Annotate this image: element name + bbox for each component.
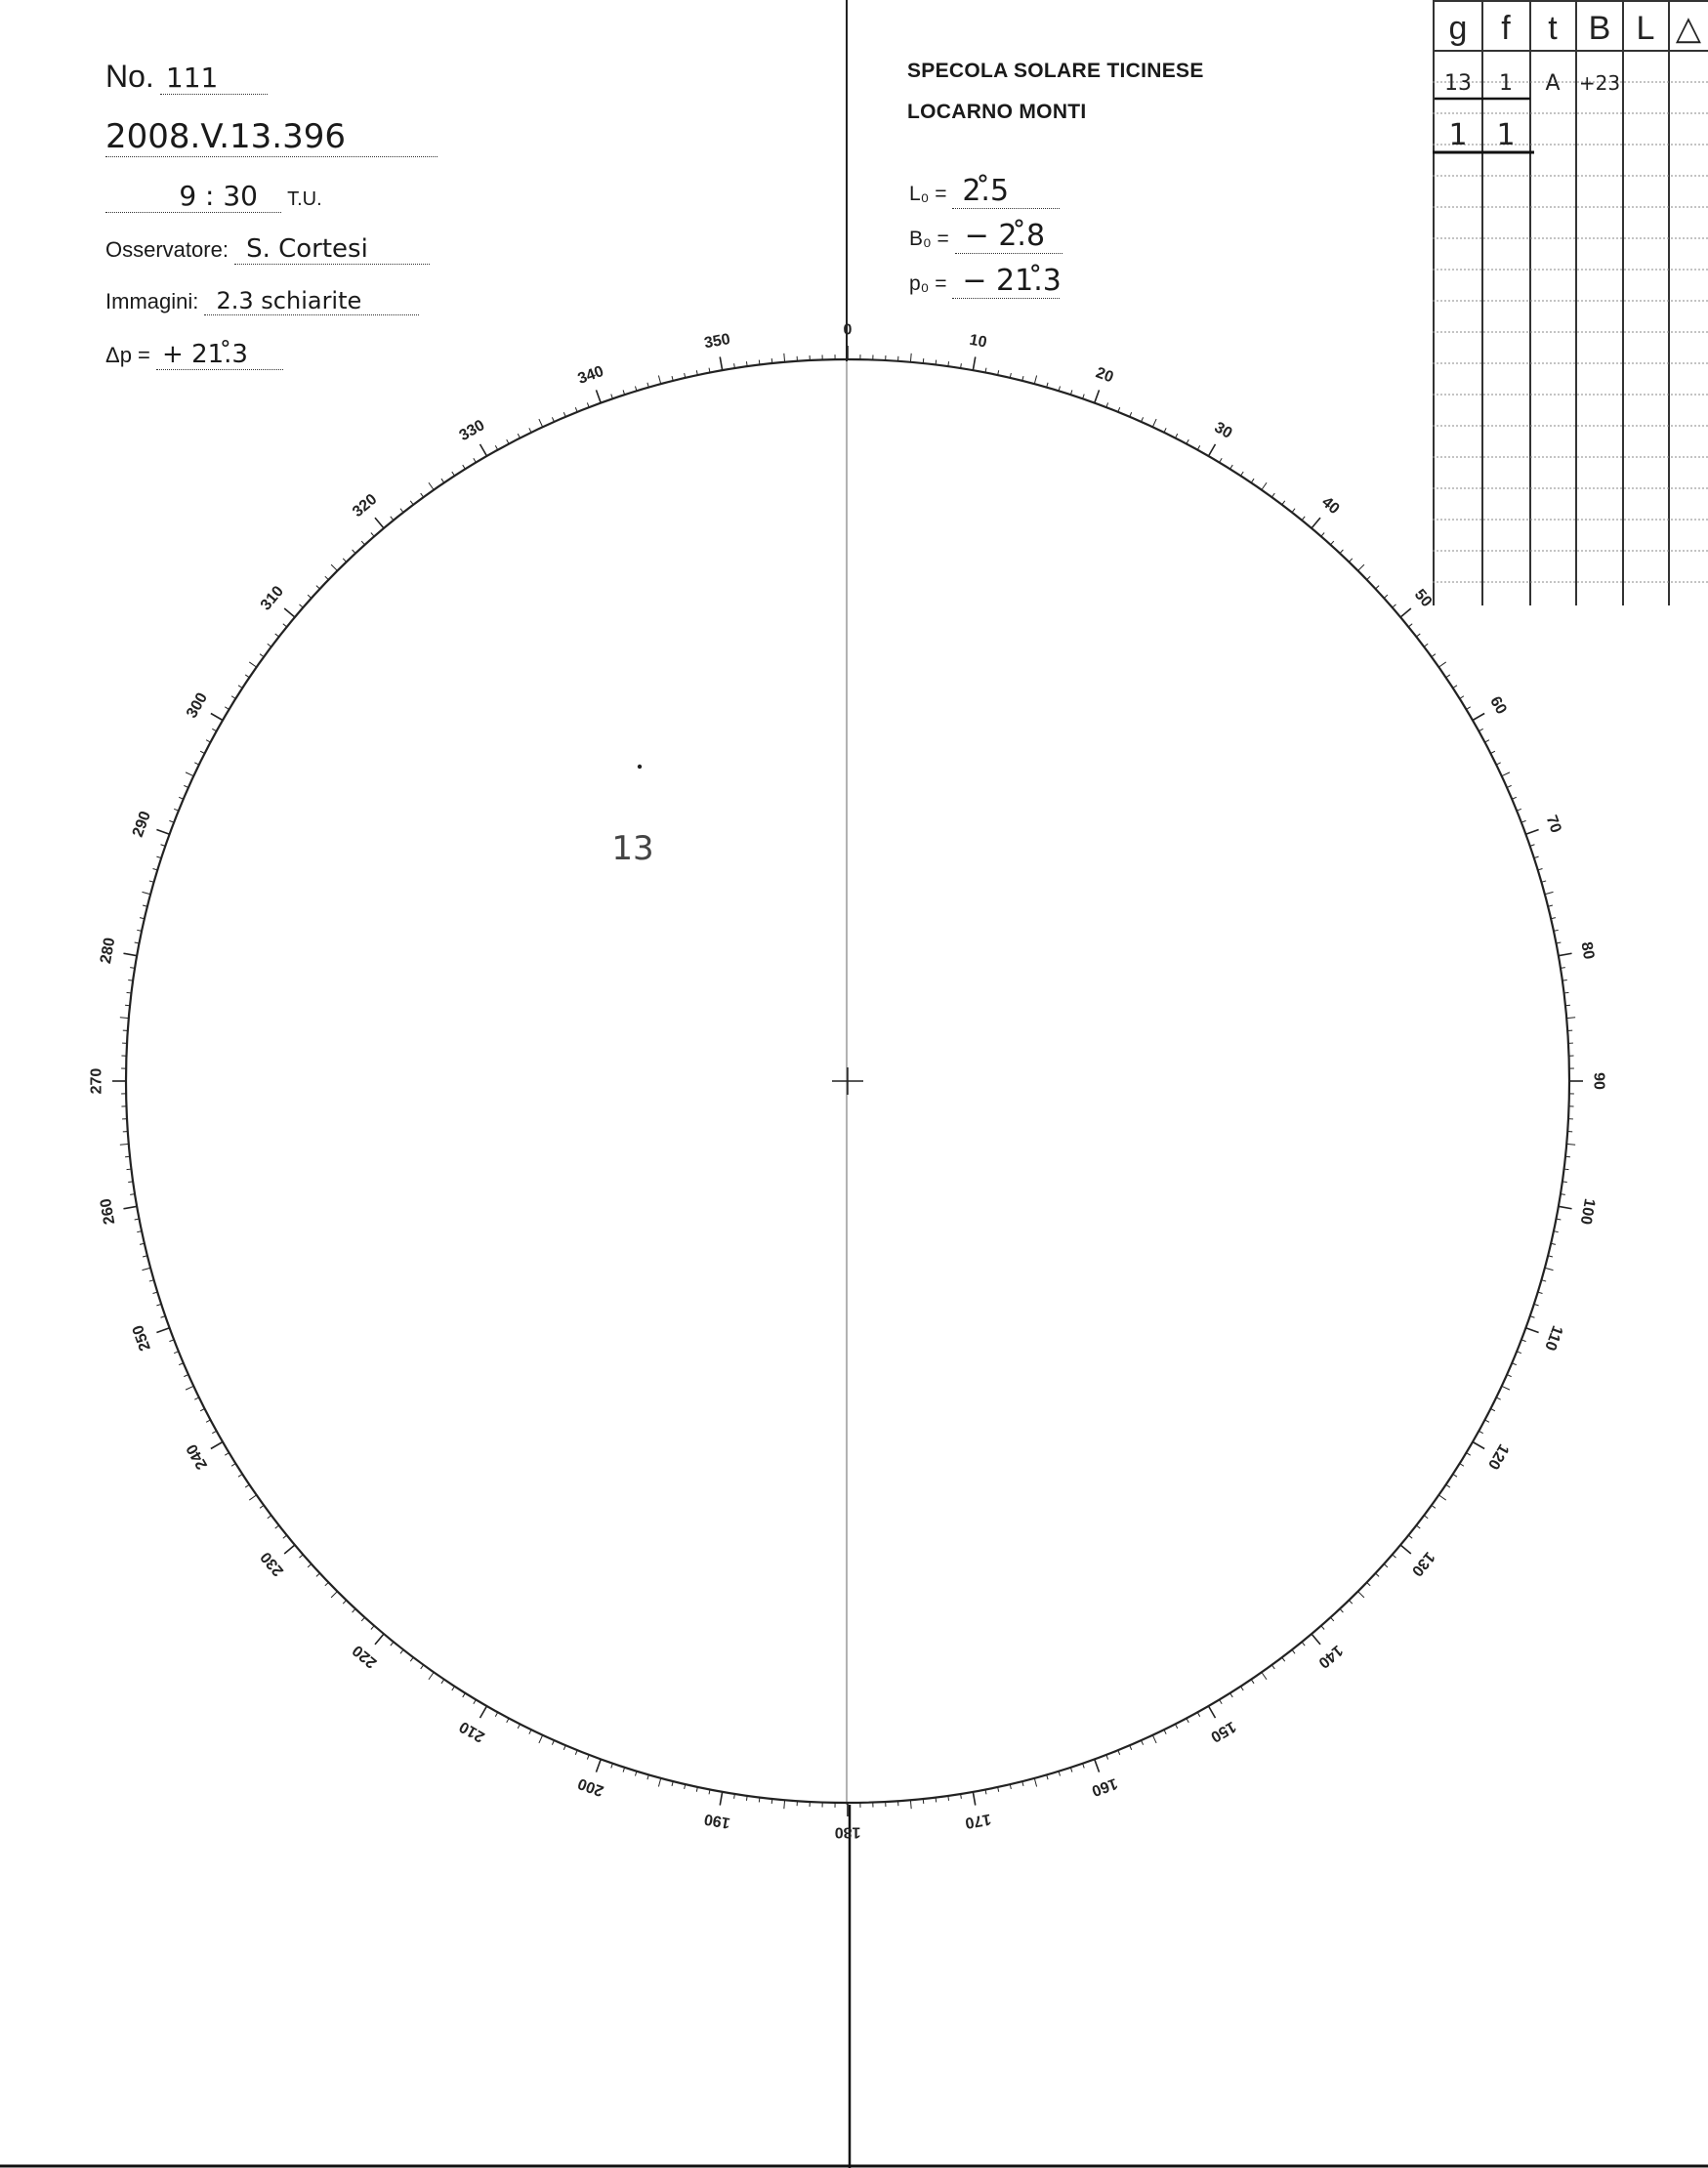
tick-mark [249,1495,256,1500]
tick-mark [720,356,722,370]
tick-mark [518,434,520,438]
tick-mark [212,729,216,730]
tick-mark [1490,1408,1494,1410]
tick-mark [1375,586,1379,589]
tick-mark [1367,576,1371,579]
tick-label-50: 50 [1410,586,1436,610]
tick-mark [1484,740,1488,742]
tick-mark [1479,729,1482,730]
tick-mark [231,1464,235,1467]
tick-label-300: 300 [183,689,212,722]
tick-label-80: 80 [1577,940,1598,961]
time-unit: T.U. [287,188,322,210]
observer-label: Osservatore: [105,237,229,262]
tick-mark [142,892,150,894]
tick-mark [746,361,747,366]
tick-label-270: 270 [88,1067,105,1095]
tick-mark [125,1005,130,1006]
tick-mark [268,644,271,646]
tick-label-310: 310 [257,583,288,614]
observer-value: S. Cortesi [246,234,368,264]
tick-mark [120,1018,129,1019]
tick-label-20: 20 [1093,364,1116,387]
param-p0-value: − 21.̊3 [962,264,1062,298]
time-value: 9 : 30 [179,180,258,212]
tick-mark [480,444,487,456]
tick-label-180: 180 [834,1823,861,1841]
table-cell: 13 [1444,71,1472,96]
tick-mark [1416,634,1420,637]
tick-mark [1559,1206,1572,1208]
tick-mark [759,360,760,365]
tick-mark [127,992,132,993]
tick-mark [245,1484,249,1487]
tick-mark [1292,509,1295,513]
tick-mark [268,1516,271,1519]
tick-mark [1438,662,1445,667]
tick-mark [1466,1453,1470,1456]
tick-mark [1466,707,1470,710]
tick-mark [1473,714,1484,721]
tick-mark [1563,1169,1568,1170]
tick-mark [1565,1156,1570,1157]
tick-mark [1282,501,1285,505]
tick-label-130: 130 [1407,1548,1438,1579]
tick-mark [452,472,455,476]
tick-mark [125,1156,130,1157]
tick-mark [1340,1608,1343,1612]
tick-mark [156,1328,169,1333]
tick-mark [343,1601,346,1605]
tick-mark [441,479,444,482]
tick-mark [1312,518,1320,528]
tick-mark [507,439,509,443]
tick-mark [283,624,287,627]
tick-mark [1209,1706,1216,1718]
tick-label-40: 40 [1318,493,1343,519]
tick-mark [1563,992,1568,993]
tick-label-230: 230 [257,1548,288,1579]
tick-mark [1358,1592,1364,1598]
tick-mark [539,419,543,427]
tick-label-160: 160 [1089,1774,1120,1800]
tick-mark [316,586,320,589]
tick-mark [127,1169,132,1170]
table-header-3: B [1588,10,1611,47]
tick-label-70: 70 [1542,813,1564,836]
table-cell: 1 [1499,71,1513,96]
tick-mark [784,1800,785,1809]
tick-mark [1367,1582,1371,1585]
tick-mark [1400,608,1411,617]
tick-mark [1432,1505,1436,1508]
tick-mark [1240,472,1243,476]
tick-label-170: 170 [963,1810,993,1832]
tick-mark [123,1206,137,1208]
tick-mark [1330,541,1333,545]
tick-mark [283,1535,287,1538]
param-b0-value: − 2.̊8 [964,219,1046,253]
tick-mark [275,1525,279,1528]
tick-mark [1446,675,1450,678]
tick-mark [1375,1573,1379,1576]
tick-label-30: 30 [1211,419,1235,442]
tick-mark [441,1680,444,1684]
tick-mark [474,458,477,462]
tick-label-220: 220 [350,1641,381,1672]
tick-mark [1400,1545,1411,1554]
tick-mark [1502,772,1510,776]
tick-mark [1197,445,1199,449]
tick-mark [260,654,264,657]
tick-mark [1562,1182,1567,1183]
tick-mark [596,390,601,402]
tick-mark [1271,1665,1274,1669]
tick-label-350: 350 [702,330,732,353]
delta-p-value: + 21.̊3 [162,340,248,369]
tick-mark [1152,419,1156,427]
table-cell: +23 [1578,71,1621,95]
tick-mark [936,1797,937,1802]
tick-mark [400,509,403,513]
tick-mark [463,465,466,469]
tick-mark [410,1657,413,1661]
tick-mark [275,634,279,637]
tick-mark [325,1582,329,1585]
tick-mark [284,608,295,617]
tick-mark [391,517,394,521]
tick-mark [353,550,355,554]
tick-mark [128,1182,133,1183]
tick-mark [1230,1693,1233,1697]
tick-mark [1187,439,1188,443]
tick-mark [299,605,303,607]
tick-mark [421,493,424,497]
date-value: 2008.V.13.396 [105,117,346,156]
tick-mark [1034,375,1036,384]
tick-mark [225,1453,229,1456]
tick-mark [1432,654,1436,657]
tick-mark [1175,1724,1177,1728]
tick-mark [1095,390,1100,402]
tick-mark [1408,624,1412,627]
tick-mark [1393,1555,1396,1558]
tick-label-260: 260 [97,1196,119,1227]
tick-mark [1446,1484,1450,1487]
tick-label-240: 240 [183,1440,212,1473]
tick-mark [1566,1018,1575,1019]
tick-mark [1209,444,1216,456]
tick-label-90: 90 [1590,1072,1607,1090]
number-label: No. [105,59,154,94]
table-header-0: g [1448,10,1468,47]
tick-mark [156,829,169,834]
tick-mark [771,1799,772,1804]
tick-mark [1545,892,1554,894]
tick-mark [186,772,193,776]
tick-mark [658,375,660,384]
tick-mark [211,1442,223,1449]
tick-mark [238,1474,242,1477]
tick-mark [1230,465,1233,469]
tick-label-100: 100 [1576,1196,1599,1227]
tick-mark [245,675,249,678]
tick-mark [1490,751,1494,753]
tick-mark [1302,517,1305,521]
tick-mark [1152,1735,1156,1743]
tick-mark [1321,532,1324,536]
tick-label-210: 210 [456,1717,488,1746]
tick-mark [429,1672,434,1679]
tick-mark [973,1792,975,1806]
tick-label-0: 0 [843,321,853,339]
tick-mark [1384,1563,1388,1566]
tick-mark [1525,829,1538,834]
tick-mark [1484,1420,1488,1422]
tick-mark [212,1431,216,1433]
tick-mark [1302,1642,1305,1646]
tick-mark [1525,1328,1538,1333]
tick-label-10: 10 [968,331,988,352]
group-table [1433,0,1708,605]
tick-mark [391,1642,394,1646]
param-l0-value: 2.̊5 [962,174,1010,208]
tick-label-140: 140 [1314,1641,1346,1672]
table-header-2: t [1548,10,1558,47]
tick-mark [923,1799,924,1804]
tick-label-190: 190 [702,1810,732,1832]
tick-mark [299,1555,303,1558]
tick-mark [539,1735,543,1743]
tick-mark [429,482,434,489]
tick-label-200: 200 [575,1774,606,1800]
tick-label-60: 60 [1486,693,1510,718]
tick-mark [410,501,413,505]
tick-mark [1473,1442,1484,1449]
observatory-line1: SPECOLA SOLARE TICINESE [907,60,1204,82]
tick-mark [1321,1626,1324,1630]
tick-mark [1424,644,1428,646]
sunspot-dot [638,765,642,769]
tick-label-250: 250 [129,1322,154,1354]
tick-mark [1502,1386,1510,1390]
table-header-1: f [1501,10,1511,47]
tick-label-320: 320 [350,490,381,521]
tick-mark [1262,482,1267,489]
tick-mark [759,1797,760,1802]
tick-mark [206,1420,210,1422]
tick-mark [186,1386,193,1390]
tick-mark [123,953,137,955]
tick-mark [1453,1474,1457,1477]
images-label: Immagini: [105,289,199,313]
tick-mark [507,1718,509,1722]
tick-mark [353,1608,355,1612]
tick-mark [1438,1495,1445,1500]
tick-mark [1095,1759,1100,1772]
table-grid [1433,0,1708,605]
tick-mark [1460,1464,1464,1467]
tick-mark [973,356,975,370]
tick-mark [1197,1712,1199,1716]
delta-p-label: Δp = [105,343,150,367]
tick-mark [495,1712,497,1716]
tick-mark [1545,1268,1554,1270]
tick-mark [421,1665,424,1669]
tick-mark [260,1505,264,1508]
tick-mark [361,541,364,545]
tick-mark [1416,1525,1420,1528]
tick-mark [225,707,229,710]
tick-mark [142,1268,150,1270]
tick-mark [1220,458,1223,462]
tick-label-150: 150 [1207,1717,1239,1746]
tick-mark [371,1626,374,1630]
table-cell: A [1545,71,1561,96]
observatory-line2: LOCARNO MONTI [907,101,1087,123]
tick-mark [910,354,911,362]
tick-mark [361,1617,364,1621]
tick-label-330: 330 [456,416,488,445]
param-l0-label: L₀ = [909,183,947,205]
tick-mark [400,1649,403,1653]
tick-mark [1453,686,1457,688]
tick-mark [1282,1657,1285,1661]
tick-mark [211,714,223,721]
tick-mark [231,696,235,699]
tick-mark [1479,1431,1482,1433]
tick-mark [1187,1718,1188,1722]
tick-mark [200,751,204,753]
table-header-5: △ [1675,10,1702,47]
number-value: 111 [165,62,219,94]
tick-mark [1566,1144,1575,1145]
tick-mark [936,360,937,365]
param-b0-label: B₀ = [909,228,949,250]
tick-mark [1175,434,1177,438]
tick-mark [316,1573,320,1576]
tick-mark [923,358,924,363]
tick-label-280: 280 [97,936,119,966]
tick-mark [1240,1687,1243,1690]
tick-mark [1349,1601,1352,1605]
tick-mark [1384,595,1388,598]
table-body [1444,71,1620,152]
tick-mark [331,1592,337,1598]
tick-mark [1358,564,1364,570]
tick-mark [1330,1617,1333,1621]
tick-mark [480,1706,487,1718]
tick-label-120: 120 [1483,1440,1513,1473]
tick-mark [1271,493,1274,497]
tick-label-340: 340 [575,362,606,388]
table-header-4: L [1636,10,1655,47]
tick-mark [1220,1699,1223,1703]
tick-mark [518,1724,520,1728]
tick-mark [720,1792,722,1806]
tick-mark [308,595,312,598]
tick-mark [1393,605,1396,607]
tick-mark [948,361,949,366]
tick-mark [200,1408,204,1410]
images-value: 2.3 schiarite [216,287,362,314]
param-p0-label: p₀ = [909,272,947,295]
tick-mark [1340,550,1343,554]
tick-mark [1262,1672,1267,1679]
tick-mark [463,1693,466,1697]
tick-mark [1034,1778,1036,1787]
tick-mark [249,662,256,667]
tick-mark [325,576,329,579]
tick-mark [284,1545,295,1554]
tick-label-290: 290 [129,809,154,840]
tick-mark [206,740,210,742]
tick-mark [1559,953,1572,955]
tick-mark [1292,1649,1295,1653]
tick-mark [1251,479,1254,482]
tick-mark [452,1687,455,1690]
tick-mark [910,1800,911,1809]
sunspot-group-label: 13 [611,829,654,868]
tick-mark [1312,1634,1320,1645]
tick-mark [331,564,337,570]
tick-mark [474,1699,477,1703]
tick-label-110: 110 [1541,1322,1566,1354]
tick-mark [120,1144,129,1145]
tick-mark [343,559,346,563]
tick-mark [596,1759,601,1772]
tick-mark [1460,696,1464,699]
tick-mark [948,1796,949,1801]
tick-mark [371,532,374,536]
table-cell: 1 [1448,118,1468,152]
tick-mark [308,1563,312,1566]
tick-mark [238,686,242,688]
tick-mark [1565,1005,1570,1006]
tick-mark [1424,1516,1428,1519]
tick-mark [1251,1680,1254,1684]
tick-mark [375,1634,384,1645]
table-cell: 1 [1496,118,1516,152]
tick-mark [771,358,772,363]
tick-mark [658,1778,660,1787]
tick-mark [784,354,785,362]
tick-mark [1408,1535,1412,1538]
tick-mark [1349,559,1352,563]
tick-mark [375,518,384,528]
tick-mark [746,1796,747,1801]
tick-mark [495,445,497,449]
